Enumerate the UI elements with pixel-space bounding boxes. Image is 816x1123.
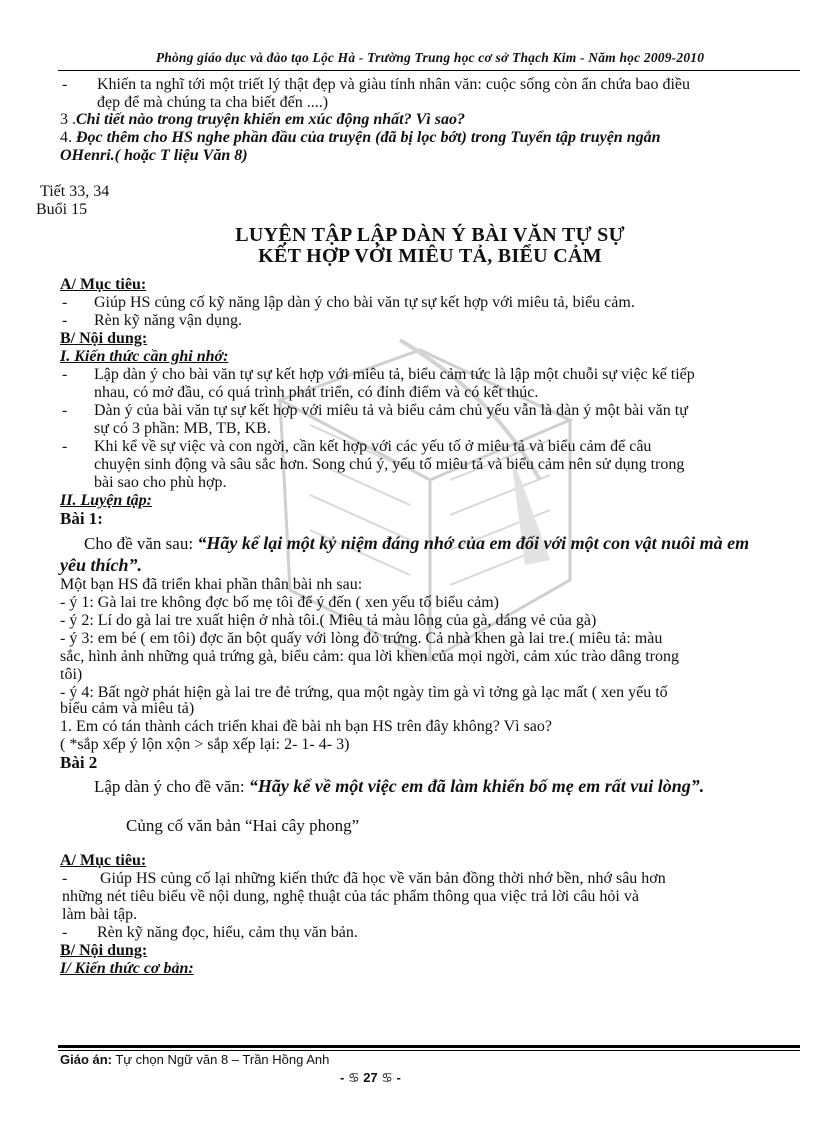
footer-text: Tự chọn Ngữ văn 8 – Trần Hồng Anh xyxy=(112,1052,330,1067)
list-item: Khi kể về sự việc và con ngời, cần kết hợp với các yếu tố ở miêu tả và biểu cảm để câu xyxy=(94,438,652,455)
exercise-prompt: yêu thích”. xyxy=(60,555,143,575)
outline-point: - ý 4: Bất ngờ phát hiện gà lai tre đẻ trứng, qua một ngày tìm gà vì tởng gà lạc mất ( xen yếu tố xyxy=(60,684,668,701)
exercise-prompt: “Hãy kể về một việc em đã làm khiến bố mẹ em rất vui lòng”. xyxy=(248,776,705,796)
bullet-dash: - xyxy=(62,312,68,329)
outline-point: - ý 1: Gà lai tre không đợc bố mẹ tôi để ý đến ( xen yếu tố biểu cảm) xyxy=(60,594,499,611)
outline-point: biểu cảm và miêu tả) xyxy=(60,700,195,717)
list-item: Giúp HS củng cố kỹ năng lập dàn ý cho bài văn tự sự kết hợp với miêu tả, biểu cảm. xyxy=(94,294,635,311)
bullet-dash: - xyxy=(62,924,68,941)
list-item: Dàn ý của bài văn tự sự kết hợp với miêu tả và biểu cảm chủ yếu vẫn là dàn ý một bài văn tự xyxy=(94,402,688,419)
footer xyxy=(60,1052,329,1067)
page-title: LUYỆN TẬP LẬP DÀN Ý BÀI VĂN TỰ SỰ xyxy=(235,224,625,246)
outline-point: - ý 3: em bé ( em tôi) đợc ăn bột quấy với lòng đỏ trứng. Cả nhà khen gà lai tre.( miêu tả: màu xyxy=(60,630,663,647)
bullet-dash: - xyxy=(62,438,68,455)
bullet-dash: - xyxy=(62,402,68,419)
lesson-session: Buổi 15 xyxy=(36,201,88,218)
bullet-dash: - xyxy=(62,76,68,93)
exercise-prompt: “Hãy kể lại một kỷ niệm đáng nhớ của em đối với một con vật nuôi mà em xyxy=(197,533,750,553)
lesson-period: Tiết 33, 34 xyxy=(40,183,110,200)
list-item: Rèn kỹ năng vận dụng. xyxy=(94,312,242,329)
header-rule xyxy=(58,70,800,71)
list-item: chuyện sinh động và sâu sắc hơn. Song chú ý, yếu tố miêu tả và biểu cảm nên sử dụng trong xyxy=(94,456,685,473)
list-item: những nét tiêu biểu về nội dung, nghệ thuật của tác phẩm thông qua việc trả lời câu hỏi và xyxy=(62,888,639,905)
footer-rule xyxy=(58,1045,800,1048)
bullet-dash: - xyxy=(62,294,68,311)
list-item: bài sao cho phù hợp. xyxy=(94,474,227,491)
section-title: Củng cố văn bản “Hai cây phong” xyxy=(126,816,360,835)
subsection-heading: I. Kiến thức cần ghi nhớ: xyxy=(60,348,229,365)
outline-point: sắc, hình ảnh những quả trứng gà, biểu cảm: qua lời khen của mọi ngời, cảm xúc trào dâng trong xyxy=(60,648,679,665)
section-heading: A/ Mục tiêu: xyxy=(60,852,147,869)
section-heading: A/ Mục tiêu: xyxy=(60,276,147,293)
exercise-heading: Bài 1: xyxy=(60,509,103,528)
page-number: - ♋ 27 ♋ - xyxy=(340,1070,401,1085)
subsection-heading: I/ Kiến thức cơ bản: xyxy=(60,960,194,977)
list-item: Giúp HS củng cố lại những kiến thức đã học về văn bản đồng thời nhớ bền, nhớ sâu hơn xyxy=(100,870,666,887)
question-line: 1. Em có tán thành cách triển khai đề bài nh bạn HS trên đây không? Vì sao? xyxy=(60,718,553,735)
footer-rule xyxy=(58,1050,800,1051)
answer-note: ( *sắp xếp ý lộn xộn > sắp xếp lại: 2- 1- 4- 3) xyxy=(60,736,350,753)
list-item: Lập dàn ý cho bài văn tự sự kết hợp với miêu tả, biểu cảm tức là lập một chuỗi sự việc kế tiếp xyxy=(94,366,695,383)
list-item: Rèn kỹ năng đọc, hiểu, cảm thụ văn bản. xyxy=(97,924,358,941)
list-item: nhau, có mở đầu, có quá trình phát triển, có đỉnh điểm và có kết thúc. xyxy=(94,384,539,401)
list-item: sự có 3 phần: MB, TB, KB. xyxy=(94,420,271,437)
question-number: 3 . xyxy=(60,111,76,128)
paragraph-line: đẹp để mà chúng ta cha biết đến ....) xyxy=(97,94,329,111)
page-subtitle: KẾT HỢP VỚI MIÊU TẢ, BIỂU CẢM xyxy=(258,245,602,267)
section-heading: B/ Nội dung: xyxy=(60,330,148,347)
question-4-line1: Đọc thêm cho HS nghe phần đầu của truyện (đã bị lọc bớt) trong Tuyển tập truyện ngắn xyxy=(76,129,661,146)
bullet-dash: - xyxy=(62,366,68,383)
prompt-intro: Lập dàn ý cho đề văn: xyxy=(94,777,249,796)
outline-point: tôi) xyxy=(60,666,83,683)
question-number: 4. xyxy=(60,129,76,146)
question-4-line2: OHenri.( hoặc T liệu Văn 8) xyxy=(60,147,248,164)
exercise-heading: Bài 2 xyxy=(60,753,98,772)
footer-label: Giáo án: xyxy=(60,1052,113,1067)
paragraph-line: Một bạn HS đã triển khai phần thân bài nh sau: xyxy=(60,576,363,593)
outline-point: - ý 2: Lí do gà lai tre xuất hiện ở nhà tôi.( Miêu tả màu lông của gà, dáng vẻ của gà) xyxy=(60,612,597,629)
subsection-heading: II. Luyện tập: xyxy=(60,492,152,509)
paragraph-line: Khiến ta nghĩ tới một triết lý thật đẹp và giàu tính nhân văn: cuộc sống còn ẩn chứa bao điều xyxy=(97,76,690,93)
page-header: Phòng giáo dục và đào tạo Lộc Hà - Trường Trung học cơ sở Thạch Kim - Năm học 2009-2010 xyxy=(155,50,705,65)
prompt-intro: Cho đề văn sau: xyxy=(84,534,198,553)
list-item: làm bài tập. xyxy=(62,906,138,923)
question-3: Chi tiết nào trong truyện khiến em xúc động nhất? Vì sao? xyxy=(76,111,465,128)
section-heading: B/ Nội dung: xyxy=(60,942,148,959)
bullet-dash: - xyxy=(62,870,68,887)
